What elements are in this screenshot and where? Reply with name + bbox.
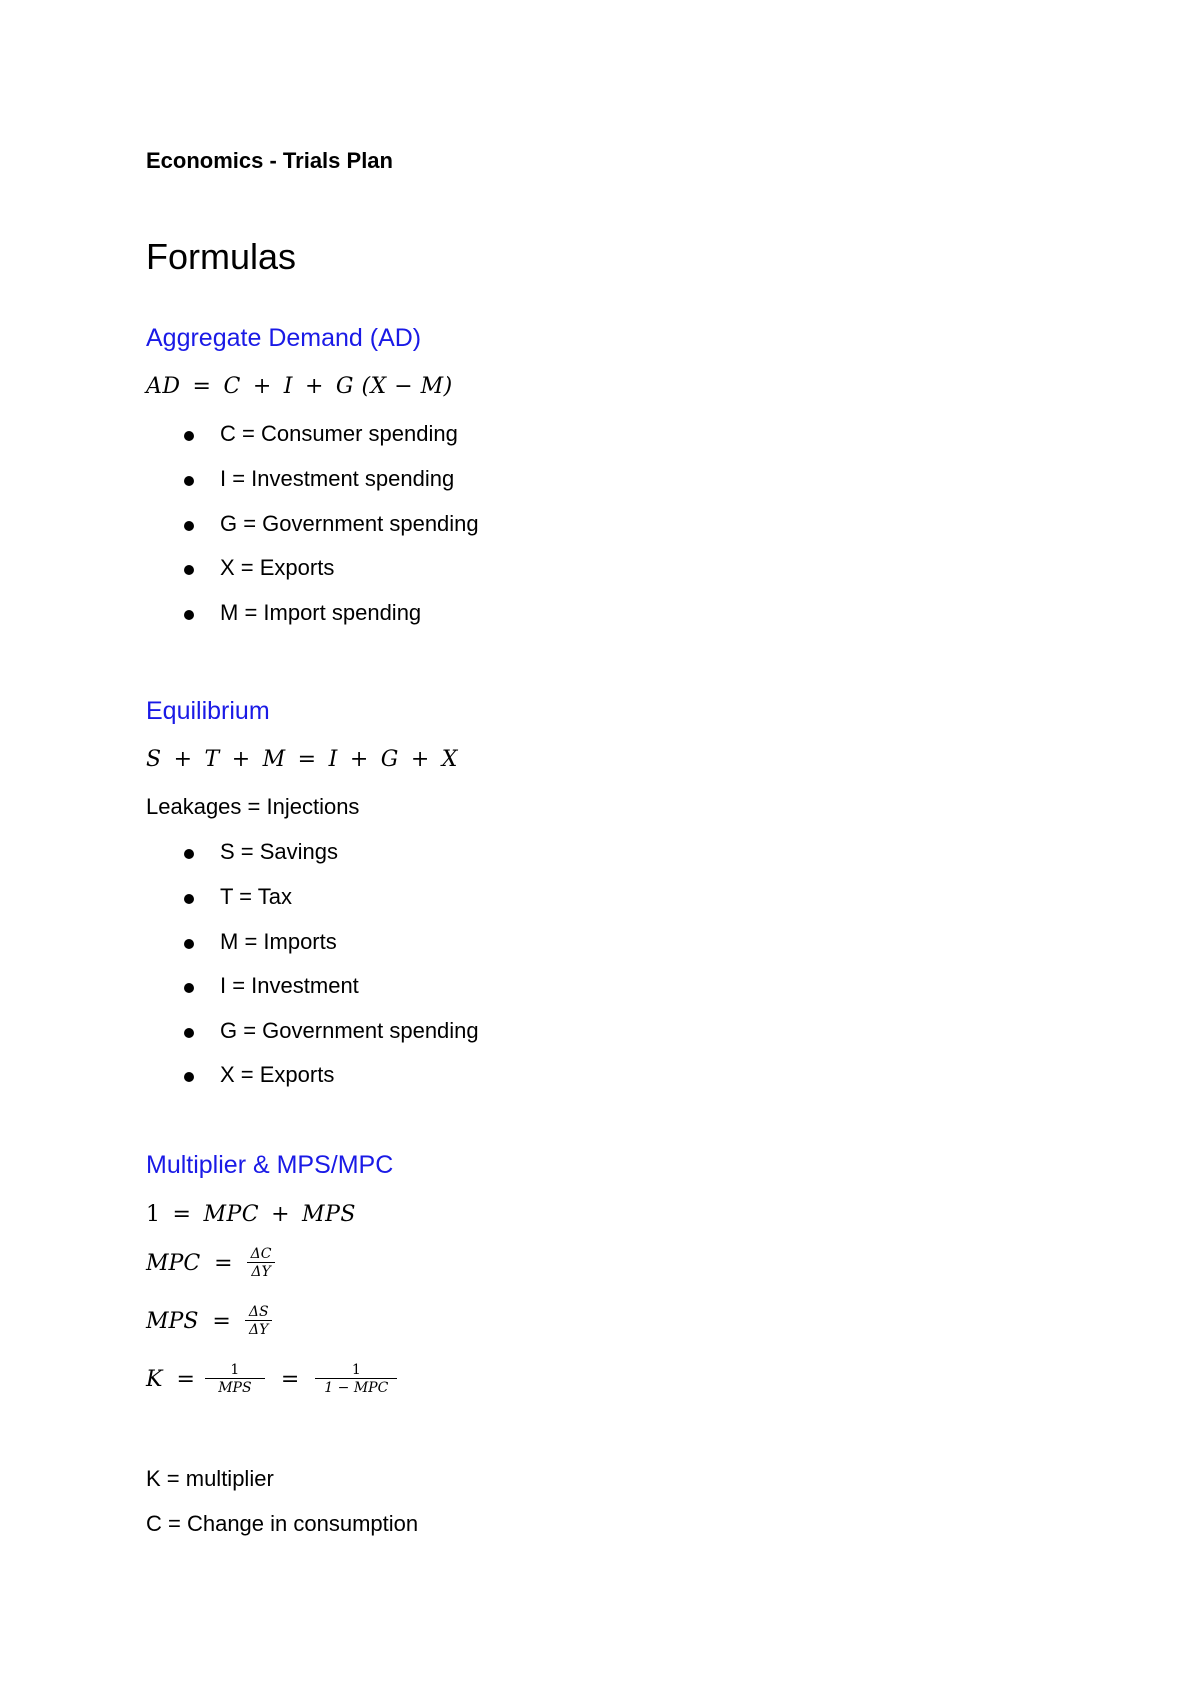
formula-eq-equals: = [297, 747, 317, 772]
list-item: S = Savings [220, 839, 339, 864]
formula-eq-plus1: + [173, 747, 193, 772]
section-heading-formulas: Formulas [146, 236, 297, 277]
fraction-one-over-mps [209, 1362, 261, 1396]
heading-equilibrium: Equilibrium [146, 697, 270, 725]
formula-eq-plus2: + [231, 747, 251, 772]
note-k-multiplier: K = multiplier [146, 1466, 274, 1491]
list-item: X = Exports [220, 555, 335, 580]
fraction-denominator: ΔY [245, 1320, 272, 1338]
fraction-denominator: ΔY [247, 1262, 274, 1280]
formula-eq-plus4: + [410, 747, 430, 772]
formula-eq-i: I [328, 747, 338, 772]
fraction-denominator: 1 − MPC [315, 1378, 397, 1396]
formula-ad-eq: = [192, 374, 212, 399]
formula-ad-plus2: + [304, 374, 324, 399]
fraction-mpc [247, 1246, 276, 1280]
formula-eq-g: G [380, 747, 399, 772]
formula-ad-plus1: + [252, 374, 272, 399]
fraction-mps [245, 1304, 273, 1338]
list-item: I = Investment [220, 973, 359, 998]
heading-aggregate-demand: Aggregate Demand (AD) [146, 324, 422, 352]
list-item: G = Government spending [220, 1018, 479, 1043]
formula-mpc-eq: = [214, 1250, 233, 1276]
formula-mpc-lhs: MPC [146, 1250, 201, 1276]
fraction-numerator: ΔC [250, 1246, 272, 1262]
formula-multiplier-k [146, 1362, 393, 1396]
formula-eq-x: X [441, 747, 458, 772]
fraction-denominator: MPS [205, 1378, 265, 1396]
formula-ad-i: I [283, 374, 293, 399]
formula-mps-lhs: MPS [146, 1308, 199, 1334]
equilibrium-caption: Leakages = Injections [146, 794, 360, 819]
fraction-numerator: ΔS [248, 1304, 269, 1320]
list-item: M = Imports [220, 929, 337, 954]
formula-ad-lhs: AD [146, 374, 181, 399]
formula-eq-s: S [146, 747, 162, 772]
formula-equilibrium [146, 747, 458, 772]
formula-eq-t: T [204, 747, 220, 772]
heading-multiplier: Multiplier & MPS/MPC [146, 1151, 394, 1179]
list-item: G = Government spending [220, 511, 479, 536]
formula-aggregate-demand [146, 374, 453, 399]
formula-mps [146, 1304, 273, 1338]
formula-ad-paren: (X − M) [361, 374, 453, 399]
list-item: M = Import spending [220, 600, 422, 625]
formula-sum-plus: + [271, 1202, 291, 1227]
list-item: C = Consumer spending [220, 421, 458, 446]
formula-eq-plus3: + [349, 747, 369, 772]
formula-k-eq2: = [280, 1366, 300, 1392]
fraction-numerator: 1 [230, 1362, 240, 1378]
formula-mpc [146, 1246, 275, 1280]
formula-k-lhs: K [146, 1366, 163, 1392]
formula-one: 1 [146, 1202, 161, 1227]
fraction-one-over-one-minus-mpc [319, 1362, 393, 1396]
list-item: T = Tax [220, 884, 292, 909]
formula-sum-mps: MPS [302, 1202, 356, 1227]
fraction-numerator: 1 [351, 1362, 361, 1378]
note-change-in-consumption: C = Change in consumption [146, 1511, 419, 1536]
formula-eq-m: M [262, 747, 286, 772]
formula-sum-mpc: MPC [203, 1202, 260, 1227]
formula-k-eq1: = [176, 1366, 195, 1392]
list-item: X = Exports [220, 1062, 335, 1087]
formula-mpc-mps-sum [146, 1202, 356, 1227]
formula-mps-eq: = [212, 1308, 231, 1334]
document-title: Economics - Trials Plan [146, 148, 393, 173]
formula-sum-eq: = [172, 1202, 192, 1227]
formula-ad-c: C [223, 374, 241, 399]
list-item: I = Investment spending [220, 466, 455, 491]
formula-ad-g: G [335, 374, 354, 399]
